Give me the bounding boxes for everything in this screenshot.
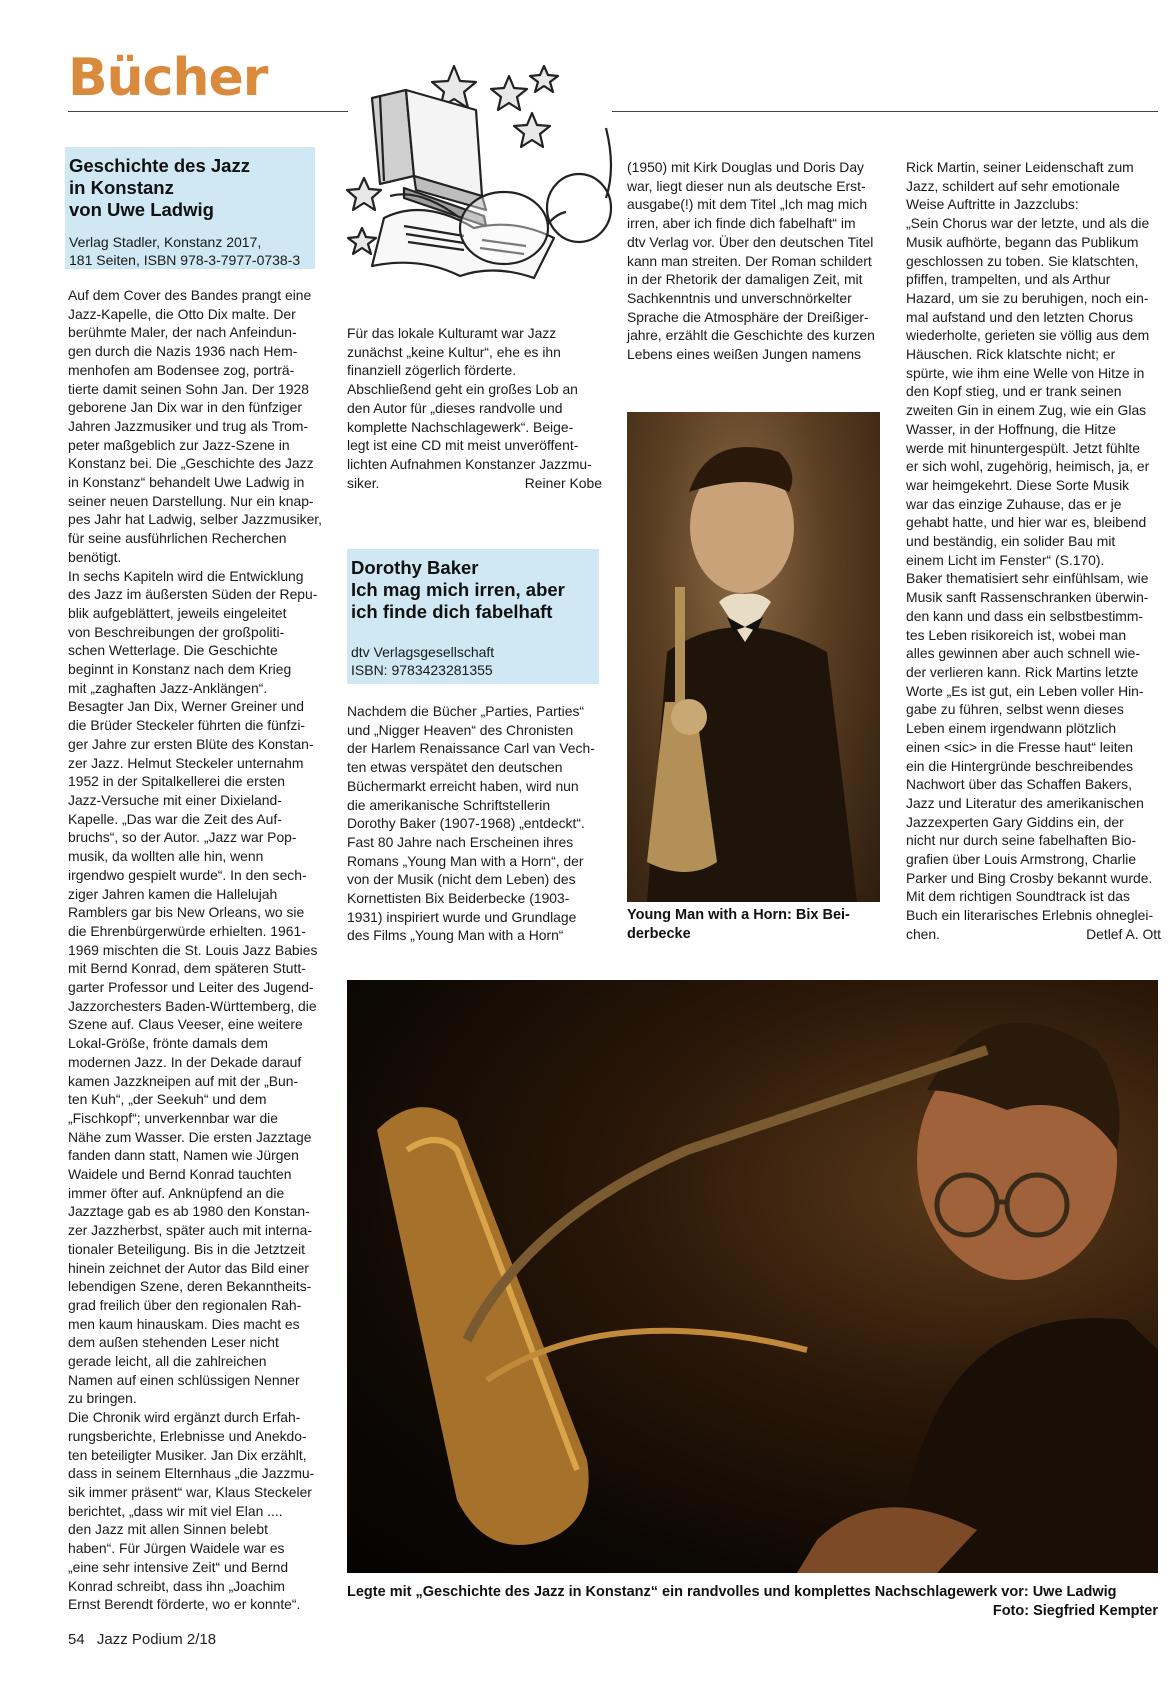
text-line: Jazzorchesters Baden-Württemberg, die: [68, 997, 317, 1014]
bix-beiderbecke-photo: [627, 412, 880, 902]
text-line: „Sein Chorus war der letzte, und als die: [906, 215, 1150, 232]
book1-info-box: [65, 147, 315, 269]
text-line: Jazzexperten Gary Giddins ein, der: [906, 813, 1124, 830]
review1-text-column1: [68, 286, 323, 1614]
text-line: mal aufstand und den letzten Chorus: [906, 308, 1134, 325]
text-line: pes Jahr hat Ladwig, selber Jazzmusiker,: [68, 511, 323, 528]
text-line: in Konstanz“ behandelt Uwe Ladwig in: [68, 474, 305, 491]
uwe-ladwig-photo: [347, 980, 1158, 1573]
text-line: gen durch die Nazis 1936 nach Hem-: [68, 343, 298, 360]
text-line: 1969 mischten die St. Louis Jazz Babies: [68, 941, 318, 958]
text-line: Büchermarkt erreicht haben, wird nun: [347, 777, 579, 794]
text-line: Hazard, um sie zu beruhigen, noch ein-: [906, 289, 1149, 306]
review2-text-column4: [906, 158, 1161, 906]
text-line: 1952 in der Spitalkellerei die ersten: [68, 773, 285, 790]
text-line: fanden dann statt, Namen wie Jürgen: [68, 1147, 299, 1164]
text-line: gehabt hatte, und hier war es, bleibend: [906, 514, 1147, 531]
text-line: Abschließend geht ein großes Lob an: [347, 381, 578, 398]
review1-ending: siker. Reiner Kobe: [347, 475, 602, 491]
text-line: des Jazz im äußersten Süden der Repu-: [68, 586, 318, 603]
text-line: Dorothy Baker (1907-1968) „entdeckt“.: [347, 815, 585, 832]
text-line: haben“. Für Jürgen Waidele war es: [68, 1540, 285, 1557]
text-line: von der Musik (nicht dem Leben) des: [347, 871, 576, 888]
text-line: wiederholte, gerieten sie völlig aus dem: [906, 327, 1150, 344]
text-line: bruchs“, so der Autor. „Jazz war Pop-: [68, 829, 297, 846]
text-line: Musik sanft Rassenschranken überwin-: [906, 589, 1149, 606]
text-line: die amerikanische Schriftstellerin: [347, 796, 551, 813]
text-line: dass in seinem Elternhaus „die Jazzmu-: [68, 1465, 315, 1482]
text-line: die Brüder Steckeler führten die fünfzi-: [68, 717, 306, 734]
review1-text-column2: [347, 324, 602, 474]
text-line: geschlossen zu toben. Sie klatschten,: [906, 252, 1139, 269]
text-line: hinein zeichnet der Autor das Bild einer: [68, 1259, 309, 1276]
text-line: blik aufgeblättert, jeweils eingeleitet: [68, 604, 287, 621]
text-line: Rick Martin, seiner Leidenschaft zum: [906, 159, 1134, 175]
text-line: men kaum hinauskam. Dies macht es: [68, 1315, 300, 1332]
text-line: Jazz und Literatur des amerikanischen: [906, 794, 1144, 811]
text-line: irgendwo gespielt wurde“. In den sech-: [68, 866, 307, 883]
text-line: ten Kuh“, „der Seekuh“ und dem: [68, 1091, 267, 1108]
text-line: dem außen stehenden Leser nicht: [68, 1334, 279, 1351]
text-line: grafien über Louis Armstrong, Charlie: [906, 851, 1137, 868]
text-line: Jazz-Kapelle, die Otto Dix malte. Der: [68, 305, 296, 322]
book2-title: Dorothy Baker Ich mag mich irren, aber ich finde dich fabelhaft: [351, 557, 565, 622]
page-footer: [68, 1631, 216, 1648]
text-line: zu bringen.: [68, 1390, 137, 1407]
text-line: Auf dem Cover des Bandes prangt eine: [68, 287, 312, 303]
text-line: tierte damit seinen Sohn Jan. Der 1928: [68, 380, 309, 397]
text-line: spürte, wie ihm eine Welle von Hitze in: [906, 364, 1145, 381]
text-line: geborene Jan Dix war in den fünfziger: [68, 399, 302, 416]
photo2-caption: Legte mit „Geschichte des Jazz in Konstanz“ ein randvolles und komplettes Nachschlagewerk vor: Uwe Ladwig Foto: Siegfried Kempter: [347, 1584, 1158, 1619]
text-line: Jazz, schildert auf sehr emotionale: [906, 177, 1120, 194]
header-rule-right: [612, 111, 1158, 112]
text-line: den Jazz mit allen Sinnen belebt: [68, 1521, 268, 1538]
text-line: Worte „Es ist gut, ein Leben voller Hin-: [906, 682, 1144, 699]
text-line: ten beteiligter Musiker. Jan Dix erzählt,: [68, 1446, 307, 1463]
text-line: für seine ausführlichen Recherchen: [68, 530, 287, 547]
text-line: jahre, erzählt die Geschichte des kurzen: [627, 327, 875, 344]
text-line: zweiten Gin in einem Zug, wie ein Glas: [906, 402, 1147, 419]
text-line: sik immer präsent“ war, Klaus Steckeler: [68, 1484, 312, 1500]
text-line: mit „zaghaften Jazz-Anklängen“.: [68, 679, 268, 696]
text-line: mit Bernd Konrad, dem späteren Stutt-: [68, 960, 306, 977]
review2-text-column3: [627, 158, 882, 364]
book1-title: Geschichte des Jazz in Konstanz von Uwe Ladwig: [69, 155, 250, 220]
text-line: modernen Jazz. In der Dekade darauf: [68, 1053, 302, 1070]
text-line: Nachwort über das Schaffen Bakers,: [906, 776, 1132, 793]
text-line: und „Nigger Heaven“ des Chronisten: [347, 721, 574, 738]
text-line: berichtet, „dass wir mit viel Elan ....: [68, 1502, 283, 1519]
text-line: die Ehrenbürgerwürde erhielten. 1961-: [68, 922, 306, 939]
text-line: Für das lokale Kulturamt war Jazz: [347, 325, 557, 341]
text-line: zunächst „keine Kultur“, ehe es ihn: [347, 343, 561, 360]
text-line: Lebens eines weißen Jungen namens: [627, 346, 861, 363]
text-line: den kann und dass ein selbstbestimm-: [906, 607, 1144, 624]
text-line: Die Chronik wird ergänzt durch Erfah-: [68, 1409, 301, 1426]
text-line: Lokal-Größe, frönte damals dem: [68, 1035, 268, 1052]
text-line: benötigt.: [68, 548, 122, 565]
text-line: Jahren Jazzmusiker und trug als Trom-: [68, 417, 309, 434]
text-line: Kornettisten Bix Beiderbecke (1903-: [347, 890, 570, 907]
text-line: war, liegt dieser nun als deutsche Erst-: [627, 177, 866, 194]
text-line: Namen auf einen schlüssigen Nenner: [68, 1371, 300, 1388]
text-line: einem Licht im Fenster“ (S.170).: [906, 551, 1105, 568]
text-line: Baker thematisiert sehr einfühlsam, wie: [906, 570, 1149, 587]
text-line: ein die Hintergründe beschreibendes: [906, 757, 1134, 774]
text-line: den Kopf stieg, und er trank seinen: [906, 383, 1122, 400]
text-line: alles gewinnen aber auch schnell wie-: [906, 645, 1140, 662]
header-rule-left: [68, 111, 348, 112]
text-line: dtv Verlag vor. Über den deutschen Titel: [627, 233, 874, 250]
text-line: „Fischkopf“; unverkennbar war die: [68, 1109, 278, 1126]
photo2-credit: Foto: Siegfried Kempter: [992, 1603, 1158, 1619]
text-line: er sich wohl, zugehörig, heimisch, ja, er: [906, 458, 1150, 475]
text-line: der Harlem Renaissance Carl van Vech-: [347, 740, 595, 757]
text-line: finanziell zögerlich förderte.: [347, 362, 517, 379]
text-line: zer Jazz. Helmut Steckeler unternahm: [68, 754, 304, 771]
text-line: grad freilich über den regionalen Rah-: [68, 1296, 302, 1313]
review2-signature: Detlef A. Ott: [1086, 925, 1161, 942]
section-title: Bücher: [68, 48, 268, 108]
book2-publisher: dtv Verlagsgesellschaft ISBN: 9783423281355: [351, 644, 495, 678]
text-line: gerade leicht, all die zahlreichen: [68, 1353, 267, 1370]
text-line: Sachkenntnis und unverschnörkelter: [627, 289, 852, 306]
text-line: beginnt in Konstanz nach dem Krieg: [68, 661, 292, 678]
text-line: gabe zu führen, selbst wenn dieses: [906, 701, 1124, 718]
text-line: irren, aber ich finde dich fabelhaft“ im: [627, 215, 856, 232]
text-line: Weise Auftritte in Jazzclubs:: [906, 196, 1079, 213]
text-line: ger Jahre zur ersten Blüte des Konstan-: [68, 735, 314, 752]
text-line: tes Leben risikoreich ist, wobei man: [906, 626, 1127, 643]
text-line: Romans „Young Man with a Horn“, der: [347, 852, 584, 869]
text-line: Ernst Berendt förderte, wo er konnte“.: [68, 1596, 301, 1613]
text-line: pfiffen, trampelten, und als Arthur: [906, 271, 1111, 288]
text-line: ausgabe(!) mit dem Titel „Ich mag mich: [627, 196, 868, 213]
text-line: garter Professor und Leiter des Jugend-: [68, 979, 314, 996]
text-line: komplette Nachschlagewerk“. Beige-: [347, 418, 574, 435]
text-line: immer öfter auf. Anknüpfend an die: [68, 1184, 285, 1201]
text-line: Nähe zum Wasser. Die ersten Jazztage: [68, 1128, 312, 1145]
text-line: einen <sic> in die Fresse haut“ leiten: [906, 738, 1134, 755]
page-number: 54: [68, 1631, 85, 1648]
text-line: 1931) inspiriert wurde und Grundlage: [347, 908, 577, 925]
text-line: nicht nur durch seine fabelhaften Bio-: [906, 832, 1137, 849]
photo1-caption: Young Man with a Horn: Bix Bei- derbecke: [627, 907, 850, 942]
text-line: Ramblers gar bis New Orleans, wo sie: [68, 904, 305, 921]
text-line: seiner neuen Darstellung. Nur ein knap-: [68, 492, 314, 509]
text-line: kamen Jazzkneipen auf mit der „Bun-: [68, 1072, 299, 1089]
text-line: kann man streiten. Der Roman schildert: [627, 252, 872, 269]
text-line: Leben einem irgendwann plötzlich: [906, 720, 1117, 737]
text-line: In sechs Kapiteln wird die Entwicklung: [68, 567, 304, 584]
text-line: den Autor für „dieses randvolle und: [347, 399, 563, 416]
text-line: Mit dem richtigen Soundtrack ist das: [906, 888, 1130, 905]
review2-text-column2: [347, 702, 602, 945]
text-line: Sprache die Atmosphäre der Dreißiger-: [627, 308, 869, 325]
text-line: Konstanz bei. Die „Geschichte des Jazz: [68, 455, 314, 472]
text-line: der verlieren kann. Rick Martins letzte: [906, 663, 1139, 680]
text-line: peter maßgeblich zur Jazz-Szene in: [68, 436, 290, 453]
text-line: Musik aufhörte, begann das Publikum: [906, 233, 1139, 250]
text-line: Nachdem die Bücher „Parties, Parties“: [347, 703, 585, 719]
text-line: menhofen am Bodensee zog, porträ-: [68, 361, 295, 378]
text-line: und beständig, ein solider Bau mit: [906, 533, 1116, 550]
text-line: lichten Aufnahmen Konstanzer Jazzmu-: [347, 455, 592, 472]
text-line: des Films „Young Man with a Horn“: [347, 927, 564, 944]
text-line: rungsberichte, Erlebnisse und Anekdo-: [68, 1427, 307, 1444]
text-line: Waidele und Bernd Konrad tauchten: [68, 1166, 292, 1183]
text-line: tionaler Beteiligung. Bis in die Jetztzeit: [68, 1240, 306, 1257]
books-stars-glasses-icon: [344, 58, 614, 290]
review1-signature: Reiner Kobe: [524, 475, 602, 491]
text-line: schen Wetterlage. Die Geschichte: [68, 642, 278, 659]
text-line: zer Jazzherbst, später auch mit interna-: [68, 1222, 312, 1239]
text-line: Parker und Bing Crosby bekannt wurde.: [906, 869, 1153, 886]
text-line: (1950) mit Kirk Douglas und Doris Day: [627, 159, 865, 175]
text-line: Szene auf. Claus Veeser, eine weitere: [68, 1016, 303, 1033]
text-line: Kapelle. „Das war die Zeit des Auf-: [68, 810, 282, 827]
text-line: Jazztage gab es ab 1980 den Konstan-: [68, 1203, 310, 1220]
text-line: legt ist eine CD mit meist unveröffent-: [347, 437, 579, 454]
text-line: lebendigen Szene, deren Bekanntheits-: [68, 1278, 312, 1295]
text-line: Wasser, in der Hoffnung, die Hitze: [906, 420, 1117, 437]
text-line: berühmte Maler, der nach Anfeindun-: [68, 324, 297, 341]
review2-ending: Buch ein literarisches Erlebnis ohneglei- chen. Detlef A. Ott: [906, 907, 1161, 942]
text-line: in der Rhetorik der damaligen Zeit, mit: [627, 271, 863, 288]
text-line: ziger Jahren kamen die Hallelujah: [68, 885, 278, 902]
text-line: musik, da wollten alle hin, wenn: [68, 848, 264, 865]
text-line: ten etwas verspätet den deutschen: [347, 759, 563, 776]
book2-info-box: [347, 549, 599, 684]
text-line: Fast 80 Jahre nach Erscheinen ihres: [347, 833, 574, 850]
text-line: war heimgekehrt. Diese Sorte Musik: [906, 476, 1130, 493]
text-line: Jazz-Versuche mit einer Dixieland-: [68, 791, 282, 808]
book1-publisher: Verlag Stadler, Konstanz 2017, 181 Seiten, ISBN 978-3-7977-0738-3: [69, 234, 301, 268]
text-line: Besagter Jan Dix, Werner Greiner und: [68, 698, 304, 715]
text-line: Häuschen. Rick klatschte nicht; er: [906, 346, 1116, 363]
text-line: „eine sehr intensive Zeit“ und Bernd: [68, 1558, 289, 1575]
text-line: Konrad schreibt, dass ihn „Joachim: [68, 1577, 285, 1594]
text-line: von Beschreibungen der großpoliti-: [68, 623, 285, 640]
text-line: war das einzige Zuhause, das er je: [906, 495, 1122, 512]
text-line: werde mit hinuntergespült. Jetzt fühlte: [906, 439, 1140, 456]
magazine-issue: Jazz Podium 2/18: [96, 1631, 217, 1648]
